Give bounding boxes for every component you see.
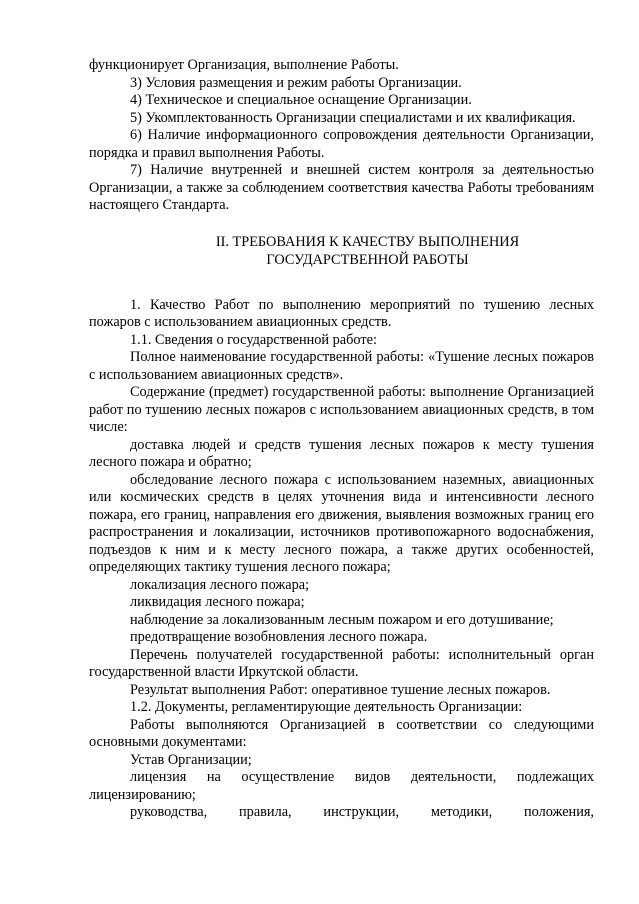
paragraphs-main	[89, 297, 594, 822]
paragraph: Результат выполнения Работ: оперативное тушение лесных пожаров.	[130, 681, 551, 698]
paragraph: 6) Наличие информационного сопровождения деятельности Организации, порядка и правил выполнения Работы.	[89, 127, 594, 161]
paragraph: Перечень получателей государственной работы: исполнительный орган государственной власти Иркутской области.	[89, 646, 594, 680]
paragraph: 5) Укомплектованность Организации специалистами и их квалификация.	[130, 109, 576, 126]
paragraph: Устав Организации;	[130, 751, 252, 768]
paragraph: обследование лесного пожара с использованием наземных, авиационных или космических средств в целях уточнения вида и интенсивности лесного пожара, его границ, направления его движения, выявления возможных границ его распространения и локализации, источников противопожарного водоснабжения, подъездов к ним и к месту лесного пожара, а также других особенностей, определяющих тактику тушения лесного пожара;	[89, 471, 594, 575]
paragraph: 1.1. Сведения о государственной работе:	[130, 331, 377, 348]
paragraphs-top	[89, 57, 594, 215]
paragraph: 1.2. Документы, регламентирующие деятельность Организации:	[130, 699, 523, 715]
paragraph: Содержание (предмет) государственной работы: выполнение Организацией работ по тушению лесных пожаров с использованием авиационных средств, в том числе:	[89, 384, 594, 435]
paragraph: предотвращение возобновления лесного пожара.	[130, 629, 428, 645]
paragraph: 1. Качество Работ по выполнению мероприятий по тушению лесных пожаров с использованием авиационных средств.	[89, 296, 594, 330]
paragraph: локализация лесного пожара;	[130, 576, 310, 593]
paragraph: ликвидация лесного пожара;	[130, 594, 305, 610]
paragraph: Работы выполняются Организацией в соответствии со следующими основными документами:	[89, 716, 594, 750]
paragraph: 7) Наличие внутренней и внешней систем контроля за деятельностью Организации, а также за соблюдением соответствия качества Работы требованиям настоящего Стандарта.	[89, 162, 594, 213]
section-heading-line-2: ГОСУДАРСТВЕННОЙ РАБОТЫ	[266, 251, 469, 268]
paragraph: наблюдение за локализованным лесным пожаром и его дотушивание;	[130, 611, 554, 628]
section-heading-line-1: II. ТРЕБОВАНИЯ К КАЧЕСТВУ ВЫПОЛНЕНИЯ	[215, 233, 520, 250]
paragraph: 3) Условия размещения и режим работы Организации.	[130, 74, 462, 91]
paragraph: 4) Техническое и специальное оснащение Организации.	[130, 92, 472, 108]
paragraph: лицензия на осуществление видов деятельности, подлежащих лицензированию;	[89, 769, 594, 803]
paragraph: Полное наименование государственной работы: «Тушение лесных пожаров с использованием авиационных средств».	[89, 349, 594, 383]
paragraph: доставка людей и средств тушения лесных пожаров к месту тушения лесного пожара и обратно;	[89, 436, 594, 470]
paragraph: руководства, правила, инструкции, методики, положения,	[130, 804, 594, 820]
section-heading	[89, 233, 594, 269]
page-content	[89, 57, 594, 822]
paragraph: функционирует Организация, выполнение Работы.	[89, 57, 399, 73]
